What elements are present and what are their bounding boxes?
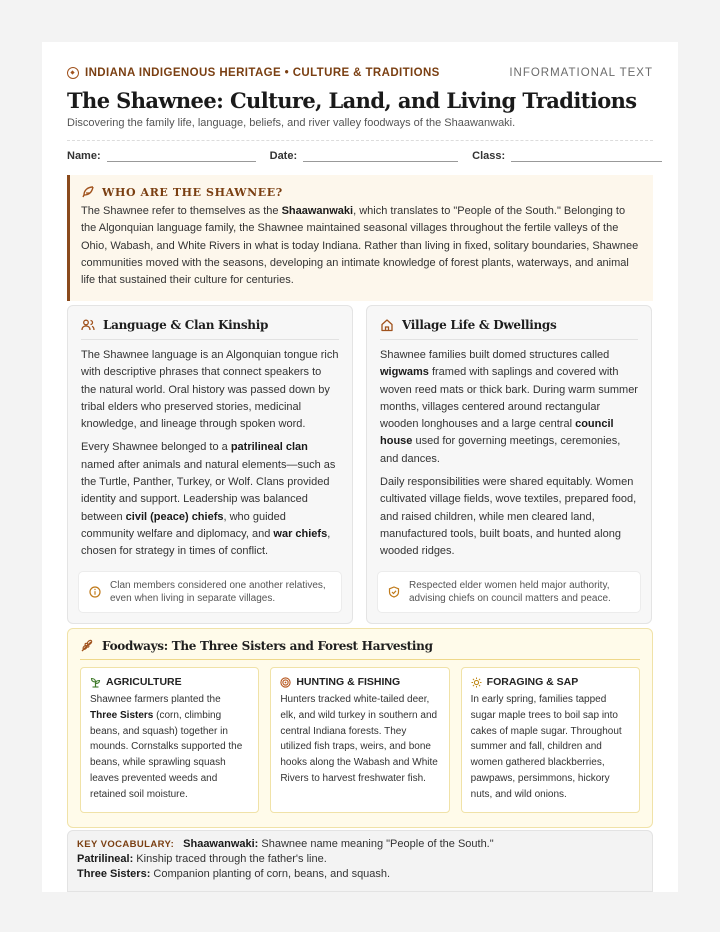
hunting-title: HUNTING & FISHING — [296, 676, 401, 688]
genre-label: INFORMATIONAL TEXT — [509, 67, 653, 79]
hunting-cell — [270, 667, 449, 813]
date-input-line[interactable] — [303, 148, 458, 162]
info-icon — [89, 586, 101, 598]
name-label: Name: — [67, 150, 101, 162]
page-title: The Shawnee: Culture, Land, and Living Traditions — [67, 88, 637, 113]
village-card-title: Village Life & Dwellings — [402, 318, 557, 332]
village-paragraph-1: Shawnee families built domed structures called wigwams framed with saplings and covered with woven reed mats or thick bark. During warm summer months, villages centered around rectangular wooden longhouses and a large central council house used for governing meetings, ceremonies, and dances. — [380, 349, 638, 465]
student-info-fields — [67, 148, 653, 162]
village-note — [377, 571, 641, 613]
header-kicker — [67, 67, 440, 79]
language-note — [78, 571, 342, 613]
hunting-text: Hunters tracked white-tailed deer, elk, and wild turkey in southern and central Indiana forests. They utilized fish traps, weirs, and bone hooks along the Wabash and White Rivers to harvest freshwater fish. — [280, 694, 438, 784]
date-label: Date: — [269, 150, 298, 162]
house-icon — [380, 318, 394, 332]
hunting-heading — [280, 676, 439, 688]
agriculture-cell — [80, 667, 259, 813]
village-card — [366, 305, 652, 624]
shield-check-icon — [388, 586, 400, 598]
intro-heading-text: WHO ARE THE SHAWNEE? — [102, 185, 283, 199]
foraging-text: In early spring, families tapped sugar maple trees to boil sap into cakes of maple sugar. Throughout summer and fall, children and women gathered blackberries, pawpaws, persimmons, hickory nuts, and wild onions. — [470, 694, 622, 800]
date-field[interactable] — [270, 148, 459, 162]
foodways-section — [67, 628, 653, 828]
term-shaawanwaki: Shaawanwaki — [281, 205, 354, 217]
name-input-line[interactable] — [107, 148, 256, 162]
foraging-heading — [471, 676, 630, 688]
language-paragraph-1: The Shawnee language is an Algonquian tongue rich with descriptive phrases that connect speakers to the natural world. Oral history was passed down by tribal elders who preserved stories, medicinal knowledge, and lineage through spoken word. — [81, 349, 339, 431]
header-divider — [67, 140, 653, 141]
foraging-title: FORAGING & SAP — [486, 676, 579, 688]
sun-icon — [471, 677, 482, 688]
foodways-title: Foodways: The Three Sisters and Forest Harvesting — [102, 639, 433, 653]
agriculture-text: Shawnee farmers planted the Three Sisters (corn, climbing beans, and squash) together in mounds. Cornstalks supported the beans, while sprawling squash leaves prevented weeds and retained soil moisture. — [90, 694, 243, 800]
foodways-heading — [80, 639, 640, 660]
worksheet-page — [42, 42, 678, 892]
vocab-line-1: KEY VOCABULARY: Shaawanwaki: Shawnee name meaning "People of the South." — [77, 838, 494, 850]
foraging-cell — [461, 667, 640, 813]
target-icon — [280, 677, 291, 688]
name-field[interactable] — [67, 148, 256, 162]
agriculture-title: AGRICULTURE — [106, 676, 182, 688]
intro-section — [67, 175, 653, 301]
compass-icon — [67, 67, 79, 79]
vocab-line-2: Patrilineal: Kinship traced through the father's line. — [77, 853, 327, 866]
language-note-text: Clan members considered one another relatives, even when living in separate villages. — [110, 579, 326, 604]
language-paragraph-2: Every Shawnee belonged to a patrilineal clan named after animals and natural elements—such as the Turtle, Panther, Turkey, or Wolf. Clans provided identity and support. Leadership was balanced between civil (peace) chiefs, who guided community welfare and diplomacy, and war chiefs, chosen for strategy in times of conflict. — [81, 441, 336, 558]
village-note-text: Respected elder women held major authority, advising chiefs on council matters and peace. — [409, 579, 611, 604]
wheat-icon — [80, 639, 94, 653]
village-card-heading — [380, 318, 638, 340]
page-subtitle: Discovering the family life, language, beliefs, and river valley foodways of the Shaawanwaki. — [67, 117, 516, 129]
language-card — [67, 305, 353, 624]
key-vocabulary — [67, 830, 653, 892]
agriculture-heading — [90, 676, 249, 688]
class-field[interactable] — [472, 148, 662, 162]
intro-heading — [81, 185, 639, 199]
people-icon — [81, 318, 95, 332]
feather-icon — [81, 185, 95, 199]
village-paragraph-2: Daily responsibilities were shared equitably. Women cultivated village fields, wove textiles, prepared food, and raised children, while men cleared land, manufactured tools, built boats, and hunted along wooded ridges. — [380, 476, 637, 558]
vocab-line-3: Three Sisters: Companion planting of corn, beans, and squash. — [77, 867, 391, 880]
sprout-icon — [90, 677, 101, 688]
language-card-heading — [81, 318, 339, 340]
class-label: Class: — [472, 150, 506, 162]
intro-paragraph: The Shawnee refer to themselves as the Shaawanwaki, which translates to "People of the South." Belonging to the Algonquian language family, the Shawnee maintained seasonal villages throughout the fertile valleys of the Ohio, Wabash, and White Rivers in what is today Indiana. Rather than living in fixed, solitary boundaries, Shawnee communities moved with the seasons, developing an intimate knowledge of forest plants, waterways, and animal life that sustained their culture for centuries. — [81, 205, 639, 287]
vocab-label: KEY VOCABULARY: — [77, 839, 175, 850]
foodways-cells — [80, 667, 640, 813]
class-input-line[interactable] — [511, 148, 662, 162]
kicker-text: INDIANA INDIGENOUS HERITAGE • CULTURE & TRADITIONS — [85, 67, 440, 79]
language-card-title: Language & Clan Kinship — [103, 318, 269, 332]
